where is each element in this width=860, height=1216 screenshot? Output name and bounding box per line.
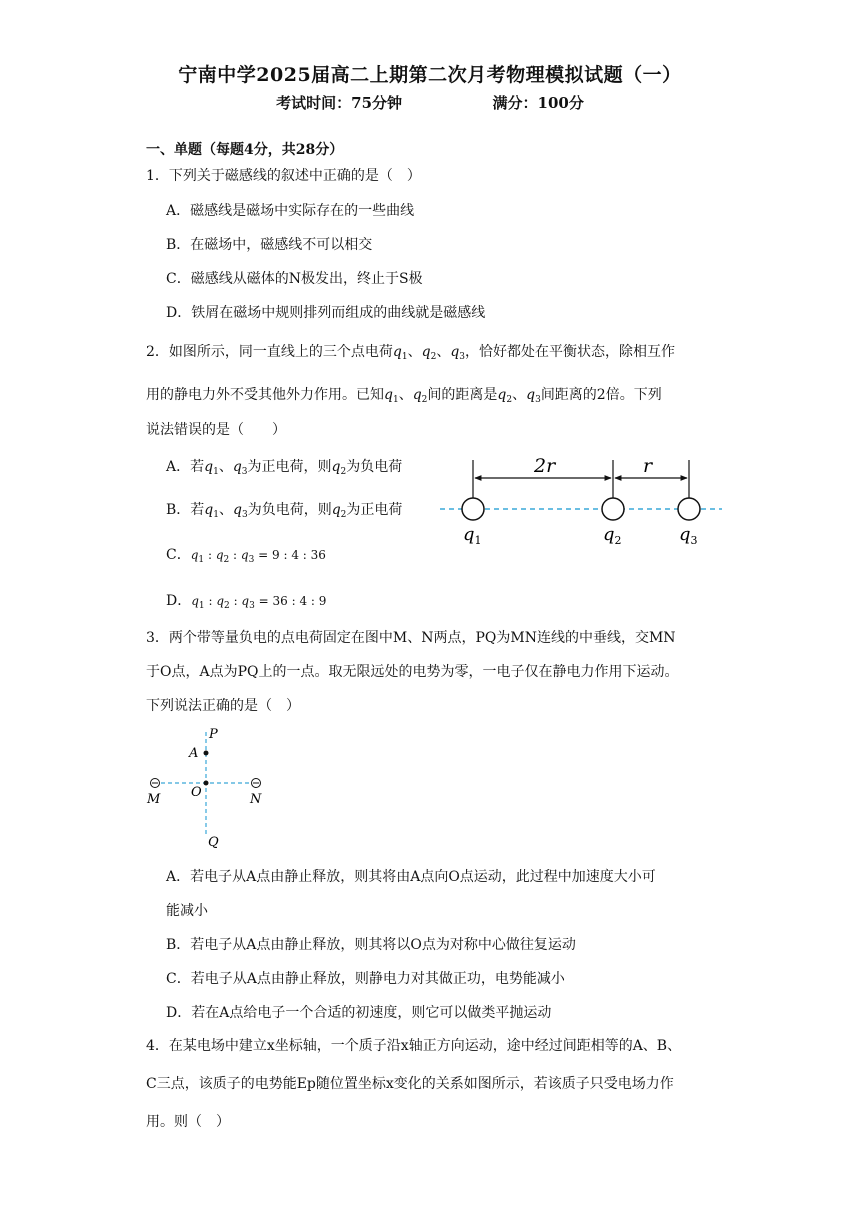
label-m: M xyxy=(147,792,161,807)
question-3-option-a-line-2: 能减小 xyxy=(166,903,208,919)
question-2-option-b: B．若$q_1$、$q_3$为负电荷，则$q_2$为正电荷 xyxy=(166,502,403,520)
question-1-option-c: C．磁感线从磁体的N极发出，终止于S极 xyxy=(166,271,423,287)
question-3-option-c: C．若电子从A点由静止释放，则静电力对其做正功，电势能减小 xyxy=(166,971,565,987)
question-1-option-b: B．在磁场中，磁感线不可以相交 xyxy=(166,237,373,253)
question-3-line-3: 下列说法正确的是（ ） xyxy=(146,698,300,714)
question-3-option-b: B．若电子从A点由静止释放，则其将以O点为对称中心做往复运动 xyxy=(166,937,576,953)
label-2r: 2r xyxy=(534,455,556,477)
point-o xyxy=(204,781,209,786)
page-title: 宁南中学2025届高二上期第二次月考物理模拟试题（一） xyxy=(178,64,682,86)
label-q1: $q_1$ xyxy=(463,524,482,547)
charge-q3 xyxy=(678,498,700,520)
question-2-line-2: 用的静电力外不受其他外力作用。已知$q_1$、$q_2$间的距离是$q_2$、$q_3$间距离的2倍。下列 xyxy=(146,387,662,405)
label-n: N xyxy=(250,792,262,807)
label-o: O xyxy=(191,785,202,800)
question-1-stem: 1．下列关于磁感线的叙述中正确的是（ ） xyxy=(146,168,421,184)
label-q2: $q_2$ xyxy=(603,524,622,547)
question-3-option-a-line-1: A．若电子从A点由静止释放，则其将由A点向O点运动，此过程中加速度大小可 xyxy=(166,869,656,885)
question-3-line-1: 3．两个带等量负电的点电荷固定在图中M、N两点，PQ为MN连线的中垂线，交MN xyxy=(146,630,676,646)
exam-score: 满分：100分 xyxy=(492,94,584,112)
question-4-line-3: 用。则（ ） xyxy=(146,1114,230,1130)
question-1-option-a: A．磁感线是磁场中实际存在的一些曲线 xyxy=(166,203,415,219)
question-3-figure xyxy=(140,724,280,854)
question-4-line-2: C三点，该质子的电势能Ep随位置坐标x变化的关系如图所示，若该质子只受电场力作 xyxy=(146,1076,674,1092)
question-2-option-c: C．$q_1$ : $q_2$ : $q_3 = 9$ : 4 : 36 xyxy=(166,547,326,565)
question-2-option-d: D．$q_1$ : $q_2$ : $q_3 = 36$ : 4 : 9 xyxy=(166,593,327,611)
question-3-option-d: D．若在A点给电子一个合适的初速度，则它可以做类平抛运动 xyxy=(166,1005,552,1021)
question-2-line-1: 2．如图所示，同一直线上的三个点电荷$q_1$、$q_2$、$q_3$，恰好都处在平衡状态，除相互作 xyxy=(146,344,676,362)
question-3-line-2: 于O点，A点为PQ上的一点。取无限远处的电势为零，一电子仅在静电力作用下运动。 xyxy=(146,664,679,680)
section-heading: 一、单题（每题4分，共28分） xyxy=(146,142,344,158)
question-2-line-3: 说法错误的是（ ） xyxy=(146,422,286,438)
label-p: P xyxy=(209,727,218,742)
label-q3: $q_3$ xyxy=(679,524,698,547)
point-a xyxy=(204,751,209,756)
label-r: r xyxy=(643,455,653,477)
charge-q2 xyxy=(602,498,624,520)
question-1-option-d: D．铁屑在磁场中规则排列而组成的曲线就是磁感线 xyxy=(166,305,486,321)
question-2-option-a: A．若$q_1$、$q_3$为正电荷，则$q_2$为负电荷 xyxy=(166,459,403,477)
exam-info xyxy=(0,92,860,113)
label-q: Q xyxy=(208,835,219,850)
charge-q1 xyxy=(462,498,484,520)
label-a: A xyxy=(189,746,199,761)
question-2-figure xyxy=(440,448,730,548)
exam-time: 考试时间：75分钟 xyxy=(276,94,403,112)
question-4-line-1: 4．在某电场中建立x坐标轴，一个质子沿x轴正方向运动，途中经过间距相等的A、B、 xyxy=(146,1038,682,1054)
